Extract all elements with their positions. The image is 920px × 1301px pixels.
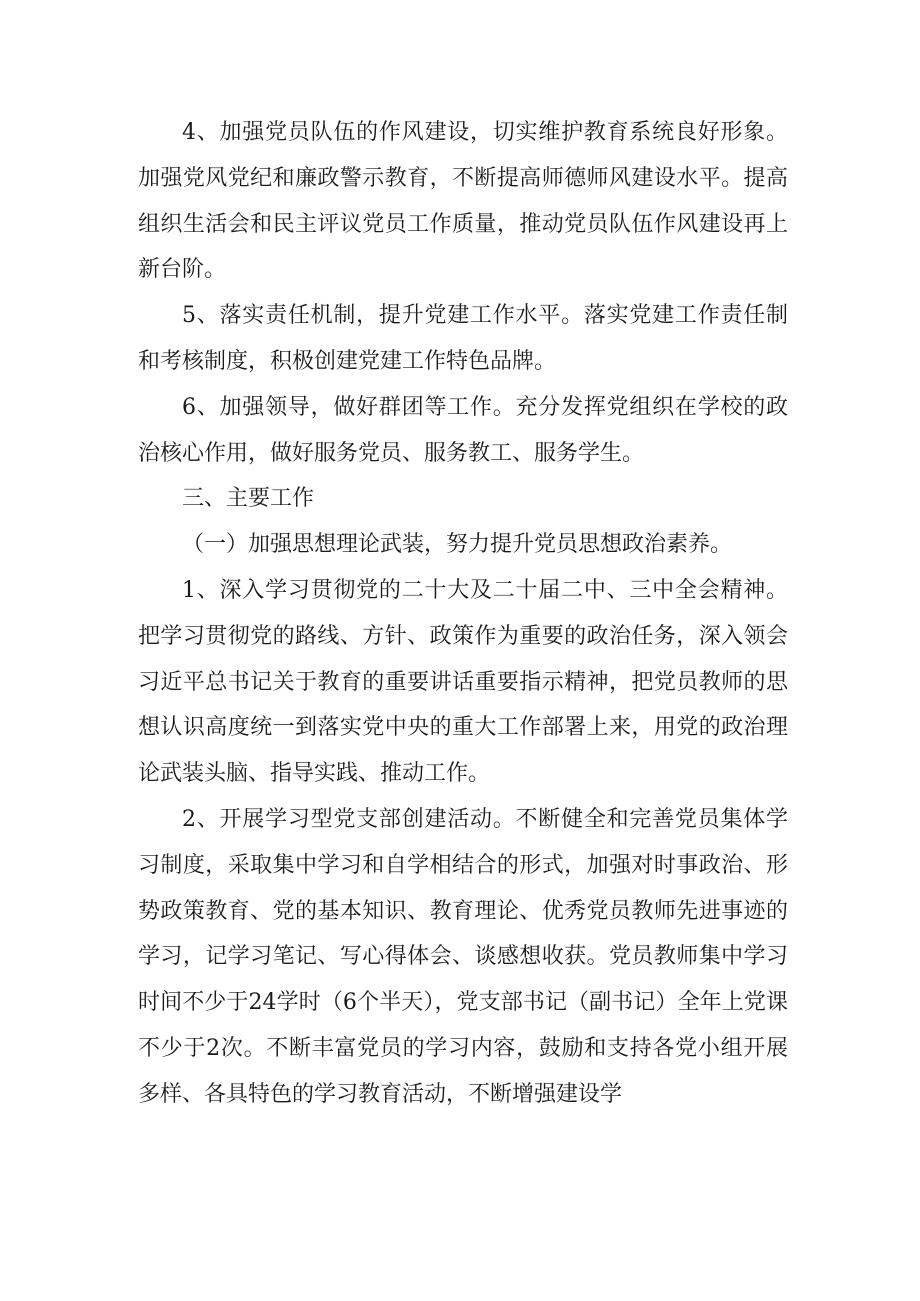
section-heading-main-work: 三、主要工作 <box>182 486 315 512</box>
paragraph-item-4: 4、加强党员队伍的作风建设，切实维护教育系统良好形象。加强党风党纪和廉政警示教育，不断提高师德师风建设水平。提高组织生活会和民主评议党员工作质量，推动党员队伍作风建设再上新台阶。 <box>138 120 788 283</box>
paragraph-item-5: 5、落实责任机制，提升党建工作水平。落实党建工作责任制和考核制度，积极创建党建工作特色品牌。 <box>138 303 788 374</box>
paragraph-item-6: 6、加强领导，做好群团等工作。充分发挥党组织在学校的政治核心作用，做好服务党员、服务教工、服务学生。 <box>138 394 788 466</box>
paragraph-item-2: 2、开展学习型党支部创建活动。不断健全和完善党员集体学习制度，采取集中学习和自学相结合的形式，加强对时事政治、形势政策教育、党的基本知识、教育理论、优秀党员教师先进事迹的学习，记学习笔记、写心得体会、谈感想收获。党员教师集中学习时间不少于24学时（6个半天），党支部书记（副书记）全年上党课不少于2次。不断丰富党员的学习内容，鼓励和支持各党小组开展多样、各具特色的学习教育活动，不断增强建设学 <box>138 806 788 1107</box>
paragraph-item-1: 1、深入学习贯彻党的二十大及二十届二中、三中全会精神。把学习贯彻党的路线、方针、政策作为重要的政治任务，深入领会习近平总书记关于教育的重要讲话重要指示精神，把党员教师的思想认识高度统一到落实党中央的重大工作部署上来，用党的政治理论武装头脑、指导实践、推动工作。 <box>138 577 788 787</box>
subsection-heading-1: （一）加强思想理论武装，努力提升党员思想政治素养。 <box>182 532 733 558</box>
document-body <box>138 110 788 1118</box>
